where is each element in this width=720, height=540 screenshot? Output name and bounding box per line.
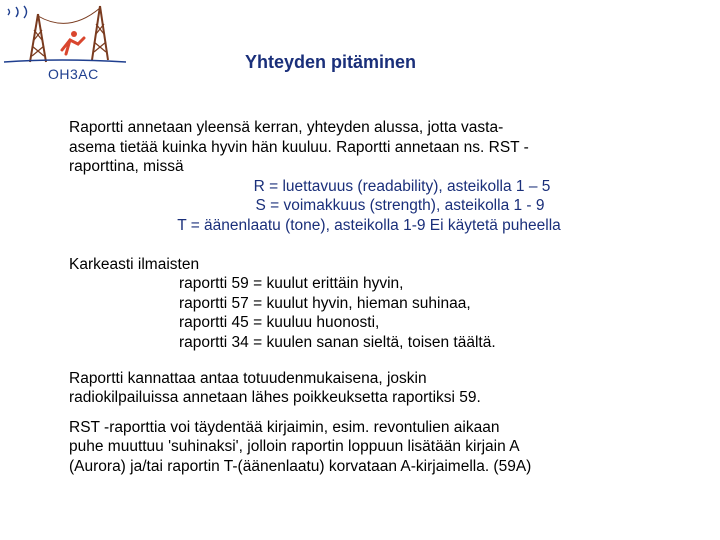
- logo-text: OH3AC: [48, 66, 99, 82]
- rst-tone: T = äänenlaatu (tone), asteikolla 1-9 Ei käytetä puheella: [177, 216, 561, 234]
- letters-line: (Aurora) ja/tai raportin T-(äänenlaatu) korvataan A-kirjaimella. (59A): [69, 457, 532, 475]
- rst-readability: R = luettavuus (readability), asteikolla 1 – 5: [253, 177, 551, 195]
- letters-paragraph: [69, 418, 669, 477]
- example-item: raportti 59 = kuulut erittäin hyvin,: [179, 275, 404, 293]
- club-logo: [0, 0, 130, 92]
- example-item: raportti 57 = kuulut hyvin, hieman suhinaa,: [179, 294, 471, 312]
- honesty-line: radiokilpailuissa annetaan lähes poikkeuksetta raportiksi 59.: [69, 389, 481, 407]
- page-title: Yhteyden pitäminen: [245, 52, 417, 72]
- letters-line: puhe muuttuu 'suhinaksi', jolloin raportin loppuun lisätään kirjain A: [69, 438, 520, 456]
- intro-paragraph: [69, 118, 669, 236]
- examples-paragraph: [69, 255, 669, 353]
- example-item: raportti 34 = kuulen sanan sieltä, toisen täältä.: [179, 333, 496, 351]
- letters-line: RST -raporttia voi täydentää kirjaimin, esim. revontulien aikaan: [69, 418, 500, 436]
- intro-line: asema tietää kuinka hyvin hän kuuluu. Raportti annetaan ns. RST -: [69, 138, 529, 156]
- honesty-paragraph: [69, 369, 669, 408]
- examples-heading: Karkeasti ilmaisten: [69, 255, 200, 273]
- example-item: raportti 45 = kuuluu huonosti,: [179, 314, 380, 332]
- slide-body: [69, 118, 669, 477]
- rst-strength: S = voimakkuus (strength), asteikolla 1 - 9: [255, 197, 545, 215]
- honesty-line: Raportti kannattaa antaa totuudenmukaisena, joskin: [69, 369, 427, 387]
- intro-line: Raportti annetaan yleensä kerran, yhteyden alussa, jotta vasta-: [69, 119, 504, 136]
- intro-line: raporttina, missä: [69, 158, 184, 176]
